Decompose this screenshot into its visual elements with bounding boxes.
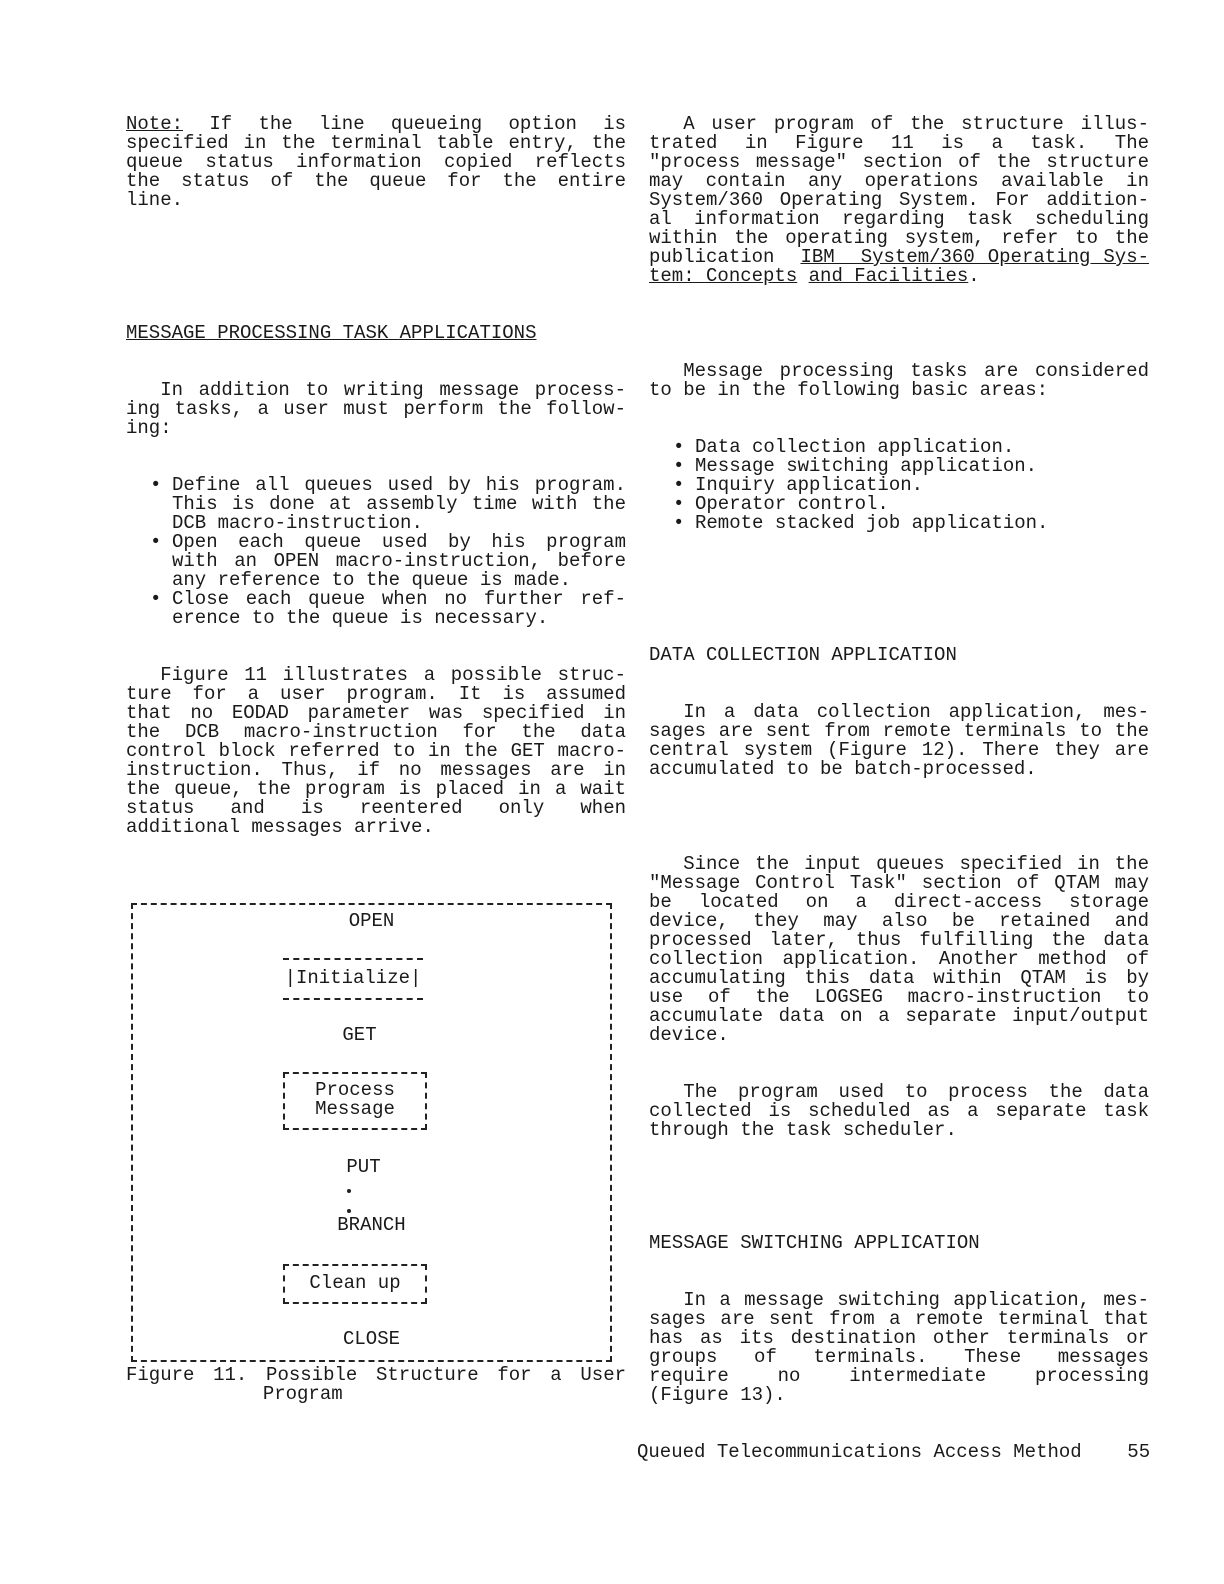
text-line: device. xyxy=(649,1024,729,1046)
text-line: processed later, thus fulfilling the data xyxy=(649,929,1149,951)
text-line: central system (Figure 12). There they are xyxy=(649,739,1149,761)
page-footer xyxy=(637,1441,1150,1463)
footer-title: Queued Telecommunications Access Method xyxy=(637,1441,1082,1463)
text-line: any reference to the queue is made. xyxy=(172,569,572,591)
text-segment: tem: Concepts xyxy=(649,265,798,287)
text-line: collection application. Another method of xyxy=(649,948,1149,970)
text-line: A user program of the structure illus- xyxy=(683,113,1149,135)
bullet-icon: • xyxy=(150,588,162,610)
bullet-icon: • xyxy=(673,474,685,496)
bullet-icon: • xyxy=(673,512,685,534)
text-line: specified in the terminal table entry, the xyxy=(126,132,626,154)
message-switching-heading: MESSAGE SWITCHING APPLICATION xyxy=(649,1232,980,1254)
requirements-list xyxy=(126,476,626,628)
text-line: with an OPEN macro-instruction, before xyxy=(172,550,626,572)
text-line: This is done at assembly time with the xyxy=(172,493,626,515)
text-line: control block referred to in the GET macro- xyxy=(126,740,626,762)
process-message-box xyxy=(283,1072,427,1130)
text-line: Close each queue when no further ref- xyxy=(172,588,626,610)
list-item xyxy=(126,533,626,590)
heading-text: MESSAGE PROCESSING TASK APPLICATIONS xyxy=(126,322,537,344)
text-line: "Message Control Task" section of QTAM may xyxy=(649,872,1149,894)
text-segment xyxy=(797,265,808,287)
text-line: the status of the queue for the entire xyxy=(126,170,626,192)
text-line: device, they may also be retained and xyxy=(649,910,1149,932)
text-line: queue status information copied reflects xyxy=(126,151,626,173)
bullet-icon: • xyxy=(673,493,685,515)
put-label: PUT xyxy=(346,1156,381,1178)
text-line: Message switching application. xyxy=(695,455,1038,477)
cleanup-box: Clean up xyxy=(283,1264,427,1304)
text-line: The program used to process the data xyxy=(683,1081,1149,1103)
text-line: status and is reentered only when xyxy=(126,797,626,819)
text-line: Figure 11. Possible Structure for a User xyxy=(126,1364,626,1386)
text-line: Define all queues used by his program. xyxy=(172,474,626,496)
text-line xyxy=(649,267,1149,286)
text-segment: publication xyxy=(649,246,801,268)
text-line: use of the LOGSEG macro-instruction to xyxy=(649,986,1149,1008)
bullet-icon: • xyxy=(673,436,685,458)
figure-description-paragraph xyxy=(126,666,626,837)
text-line: has as its destination other terminals or xyxy=(649,1327,1149,1349)
areas-list xyxy=(649,438,1149,533)
text-line: Since the input queues specified in the xyxy=(683,853,1149,875)
text-line: groups of terminals. These messages xyxy=(649,1346,1149,1368)
text-line: additional messages arrive. xyxy=(126,816,434,838)
text-segment: . xyxy=(968,265,980,287)
text-segment: and Facilities xyxy=(808,265,969,287)
text-line: Inquiry application. xyxy=(695,474,924,496)
text-line: may contain any operations available in xyxy=(649,170,1149,192)
text-line: System/360 Operating System. For addition- xyxy=(649,189,1149,211)
bullet-icon: • xyxy=(673,455,685,477)
text-line: al information regarding task scheduling xyxy=(649,208,1149,230)
text-line: that no EODAD parameter was specified in xyxy=(126,702,626,724)
text-line: (Figure 13). xyxy=(649,1384,786,1406)
text-line: Open each queue used by his program xyxy=(172,531,626,553)
text-line: Data collection application. xyxy=(695,436,1015,458)
figure-caption xyxy=(126,1366,626,1404)
text-line: be located on a direct-access storage xyxy=(649,891,1149,913)
text-line: DCB macro-instruction. xyxy=(172,512,423,534)
process-label: Process xyxy=(315,1079,395,1101)
scheduler-paragraph xyxy=(649,1083,1149,1140)
section-heading xyxy=(126,324,626,343)
text-line: accumulated to be batch-processed. xyxy=(649,758,1037,780)
bullet-icon: • xyxy=(150,474,162,496)
bullet-icon: • xyxy=(150,531,162,553)
text-line: Program xyxy=(126,1383,343,1405)
text-line: Message processing tasks are considered xyxy=(683,360,1149,382)
text-line: within the operating system, refer to the xyxy=(649,227,1149,249)
text-line: sages are sent from a remote terminal that xyxy=(649,1308,1149,1330)
text-line: accumulate data on a separate input/output xyxy=(649,1005,1149,1027)
figure-11-diagram xyxy=(131,903,612,1362)
text-segment: Note: xyxy=(126,113,184,135)
text-line: "process message" section of the structure xyxy=(649,151,1149,173)
text-line: Remote stacked job application. xyxy=(695,512,1049,534)
input-queues-paragraph xyxy=(649,855,1149,1045)
data-collection-heading: DATA COLLECTION APPLICATION xyxy=(649,644,957,666)
text-line: In a data collection application, mes- xyxy=(683,701,1149,723)
text-line: sages are sent from remote terminals to the xyxy=(649,720,1149,742)
text-line: ing tasks, a user must perform the follow- xyxy=(126,398,626,420)
text-line: ing: xyxy=(126,417,172,439)
text-line: instruction. Thus, if no messages are in xyxy=(126,759,626,781)
text-line: require no intermediate processing xyxy=(649,1365,1149,1387)
initialize-box: |Initialize| xyxy=(283,958,423,1000)
message-label: Message xyxy=(315,1098,395,1120)
data-collection-paragraph xyxy=(649,703,1149,779)
task-paragraph xyxy=(649,115,1149,286)
list-item xyxy=(126,476,626,533)
areas-paragraph xyxy=(649,362,1149,400)
text-line: to be in the following basic areas: xyxy=(649,379,1049,401)
text-line: collected is scheduled as a separate task xyxy=(649,1100,1149,1122)
close-label: CLOSE xyxy=(342,1328,400,1350)
list-item xyxy=(126,590,626,628)
text-line: Operator control. xyxy=(695,493,889,515)
text-line: In a message switching application, mes- xyxy=(683,1289,1149,1311)
open-label: OPEN xyxy=(348,910,395,932)
text-line: accumulating this data within QTAM is by xyxy=(649,967,1149,989)
text-segment: If the line queueing option is xyxy=(183,113,626,135)
ellipsis-dot xyxy=(347,1209,351,1213)
text-line: through the task scheduler. xyxy=(649,1119,957,1141)
text-line: In addition to writing message process- xyxy=(160,379,626,401)
text-line: ture for a user program. It is assumed xyxy=(126,683,626,705)
text-segment: IBM System/360 Operating Sys- xyxy=(800,246,1149,268)
page-number: 55 xyxy=(1127,1441,1151,1463)
note-paragraph xyxy=(126,115,626,210)
text-line: Figure 11 illustrates a possible struc- xyxy=(160,664,626,686)
list-item xyxy=(649,514,1149,533)
text-line: erence to the queue is necessary. xyxy=(172,607,549,629)
text-line: trated in Figure 11 is a task. The xyxy=(649,132,1149,154)
message-switching-paragraph xyxy=(649,1291,1149,1405)
branch-label: BRANCH xyxy=(337,1214,406,1236)
get-label: GET xyxy=(342,1024,377,1046)
text-line: line. xyxy=(126,189,184,211)
intro-paragraph xyxy=(126,381,626,438)
text-line: the queue, the program is placed in a wait xyxy=(126,778,626,800)
ellipsis-dot xyxy=(347,1189,351,1193)
text-line: the DCB macro-instruction for the data xyxy=(126,721,626,743)
